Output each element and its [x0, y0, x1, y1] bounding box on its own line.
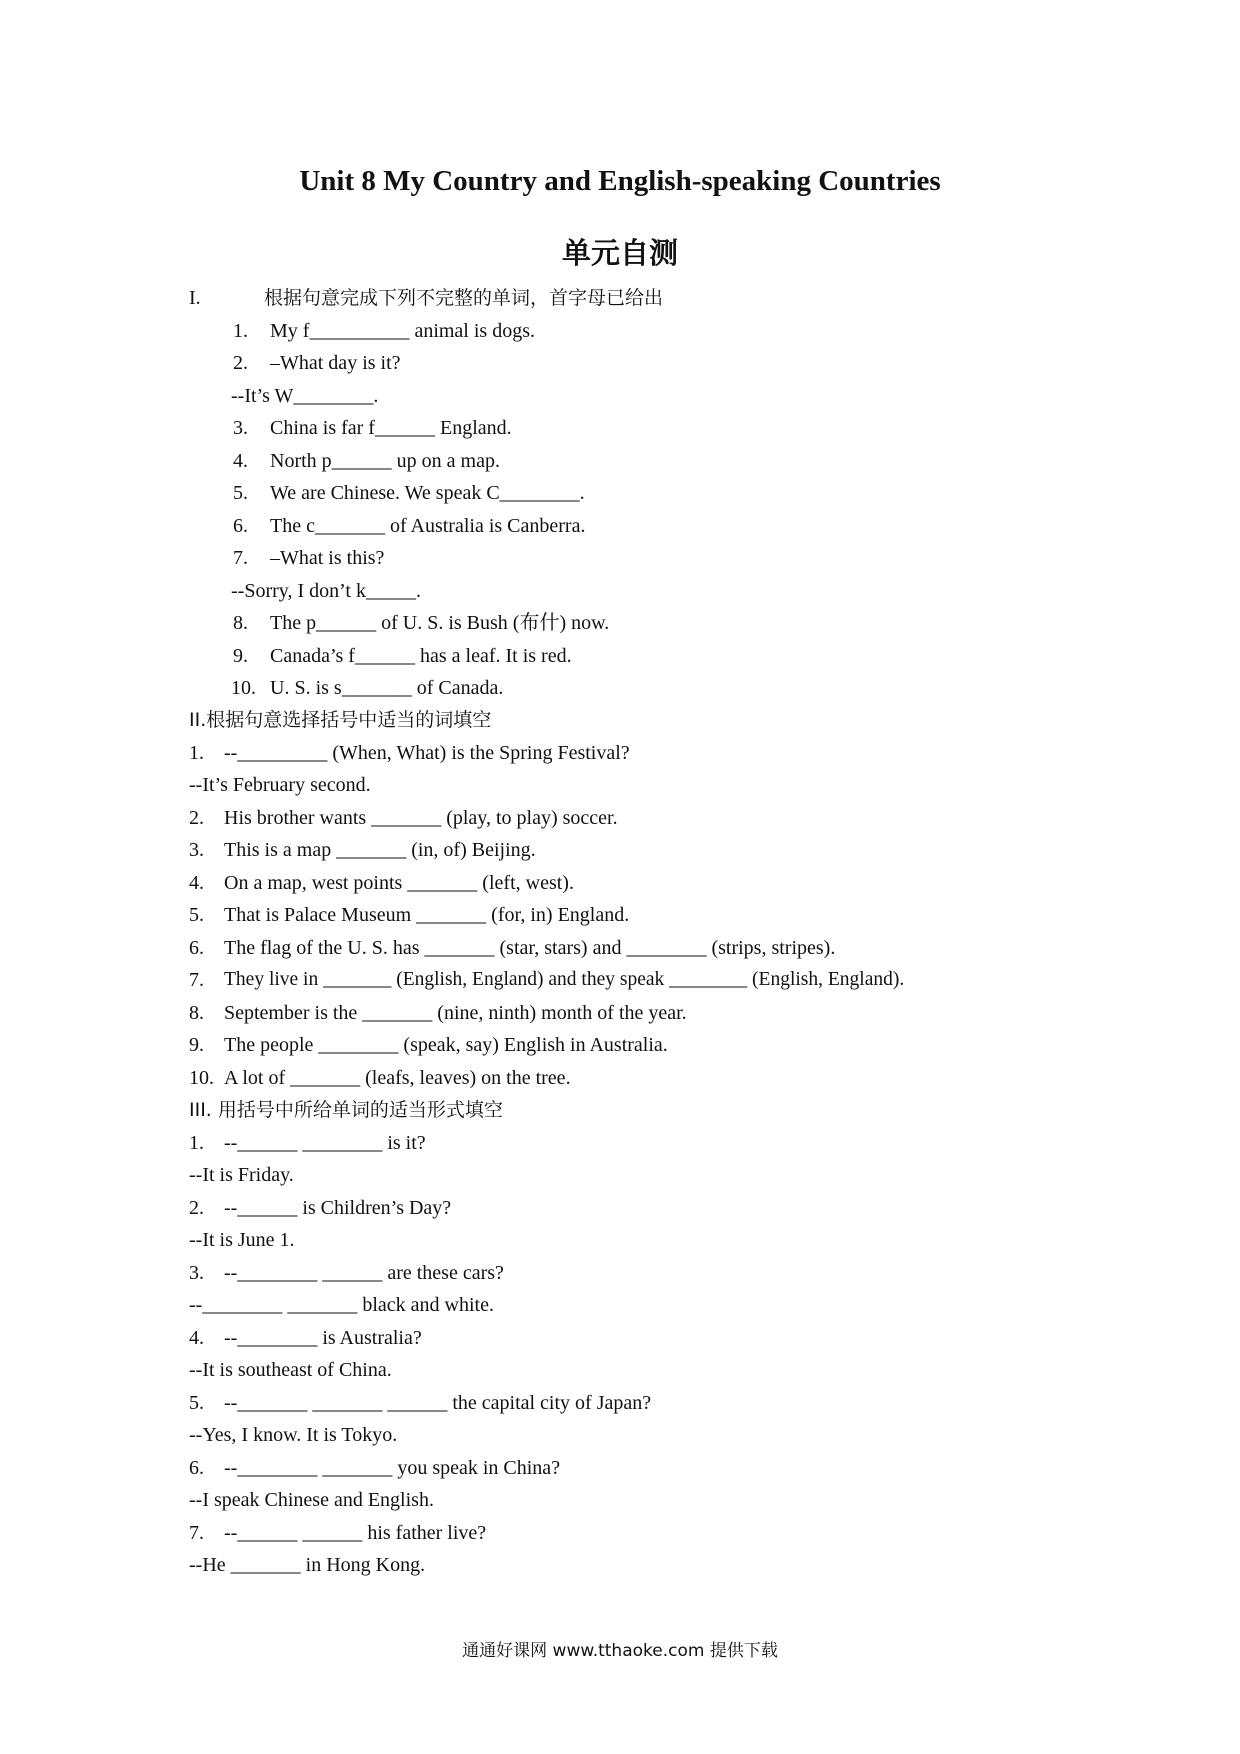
s2-item-number: 3.: [189, 839, 204, 861]
s1-item-text: My f__________ animal is dogs.: [270, 320, 535, 342]
s2-item-text: The people ________ (speak, say) English in Australia.: [224, 1034, 668, 1056]
s2-item-text: The flag of the U. S. has _______ (star, stars) and ________ (strips, stripes).: [224, 937, 836, 959]
s3-item-text: --______ is Children’s Day?: [224, 1197, 452, 1219]
s3-item-text: --______ ________ is it?: [224, 1132, 426, 1154]
section1-heading: 根据句意完成下列不完整的单词，首字母已给出: [264, 287, 664, 309]
s1-item-number: 7.: [233, 547, 248, 569]
s1-item-number: 5.: [233, 482, 248, 504]
s1-item-text: –What is this?: [270, 547, 385, 569]
s1-item-number: 2.: [233, 352, 248, 374]
page-title: Unit 8 My Country and English-speaking Countries: [299, 165, 941, 197]
s3-item-answer-line: --Yes, I know. It is Tokyo.: [189, 1424, 398, 1446]
s2-item-number: 10.: [189, 1067, 214, 1089]
s3-item-answer-line: --I speak Chinese and English.: [189, 1489, 434, 1511]
s2-item-text: They live in _______ (English, England) and they speak ________ (English, England).: [224, 969, 905, 990]
s3-item-text: --________ ______ are these cars?: [224, 1262, 504, 1284]
s1-item-text: The c_______ of Australia is Canberra.: [270, 515, 586, 537]
s1-item-number: 6.: [233, 515, 248, 537]
s3-item-number: 3.: [189, 1262, 204, 1284]
s1-item-text: The p______ of U. S. is Bush (布什) now.: [270, 612, 610, 634]
s2-item-number: 8.: [189, 1002, 204, 1024]
s1-item-answer-line: --It’s W________.: [231, 385, 379, 407]
s2-item-number: 2.: [189, 807, 204, 829]
s2-item-number: 1.: [189, 742, 204, 764]
s2-item-number: 6.: [189, 937, 204, 959]
s1-item-number: 10.: [231, 677, 256, 699]
s2-item-number: 5.: [189, 904, 204, 926]
s3-item-number: 1.: [189, 1132, 204, 1154]
s2-item-text: A lot of _______ (leafs, leaves) on the tree.: [224, 1067, 571, 1089]
s3-item-text: --_______ _______ ______ the capital city of Japan?: [224, 1392, 652, 1414]
s1-item-number: 9.: [233, 645, 248, 667]
section1-roman: I.: [189, 287, 201, 309]
page-subtitle: 单元自测: [561, 236, 678, 270]
s3-item-number: 7.: [189, 1522, 204, 1544]
section3-heading: III. 用括号中所给单词的适当形式填空: [189, 1099, 503, 1121]
s2-item-answer-line: --It’s February second.: [189, 774, 371, 796]
s3-item-answer-line: --It is southeast of China.: [189, 1359, 392, 1381]
s1-item-number: 1.: [233, 320, 248, 342]
s3-item-text: --________ is Australia?: [224, 1327, 422, 1349]
s1-item-number: 3.: [233, 417, 248, 439]
s1-item-text: –What day is it?: [270, 352, 401, 374]
s1-item-text: Canada’s f______ has a leaf. It is red.: [270, 645, 572, 667]
s1-item-text: U. S. is s_______ of Canada.: [270, 677, 504, 699]
s2-item-number: 7.: [189, 969, 204, 991]
s1-item-number: 4.: [233, 450, 248, 472]
s3-item-answer-line: --It is June 1.: [189, 1229, 295, 1251]
s2-item-text: This is a map _______ (in, of) Beijing.: [224, 839, 536, 861]
s2-item-number: 4.: [189, 872, 204, 894]
s2-item-text: On a map, west points _______ (left, west).: [224, 872, 574, 894]
s3-item-number: 4.: [189, 1327, 204, 1349]
s1-item-number: 8.: [233, 612, 248, 634]
s2-item-text: That is Palace Museum _______ (for, in) England.: [224, 904, 630, 926]
page-footer: 通通好课网 www.tthaoke.com 提供下载: [462, 1641, 778, 1661]
s3-item-number: 2.: [189, 1197, 204, 1219]
s1-item-text: We are Chinese. We speak C________.: [270, 482, 585, 504]
s2-item-number: 9.: [189, 1034, 204, 1056]
s3-item-answer-line: --It is Friday.: [189, 1164, 294, 1186]
s3-item-text: --______ ______ his father live?: [224, 1522, 487, 1544]
s2-item-text: His brother wants _______ (play, to play) soccer.: [224, 807, 618, 829]
s3-item-text: --________ _______ you speak in China?: [224, 1457, 561, 1479]
section2-heading: II.根据句意选择括号中适当的词填空: [189, 709, 492, 731]
s3-item-answer-line: --________ _______ black and white.: [189, 1294, 494, 1316]
s1-item-text: China is far f______ England.: [270, 417, 512, 439]
s3-item-number: 5.: [189, 1392, 204, 1414]
s2-item-text: September is the _______ (nine, ninth) month of the year.: [224, 1002, 687, 1024]
s3-item-answer-line: --He _______ in Hong Kong.: [189, 1554, 426, 1576]
s1-item-text: North p______ up on a map.: [270, 450, 500, 472]
s3-item-number: 6.: [189, 1457, 204, 1479]
s1-item-answer-line: --Sorry, I don’t k_____.: [231, 580, 421, 602]
s2-item-text: --_________ (When, What) is the Spring Festival?: [224, 742, 630, 764]
